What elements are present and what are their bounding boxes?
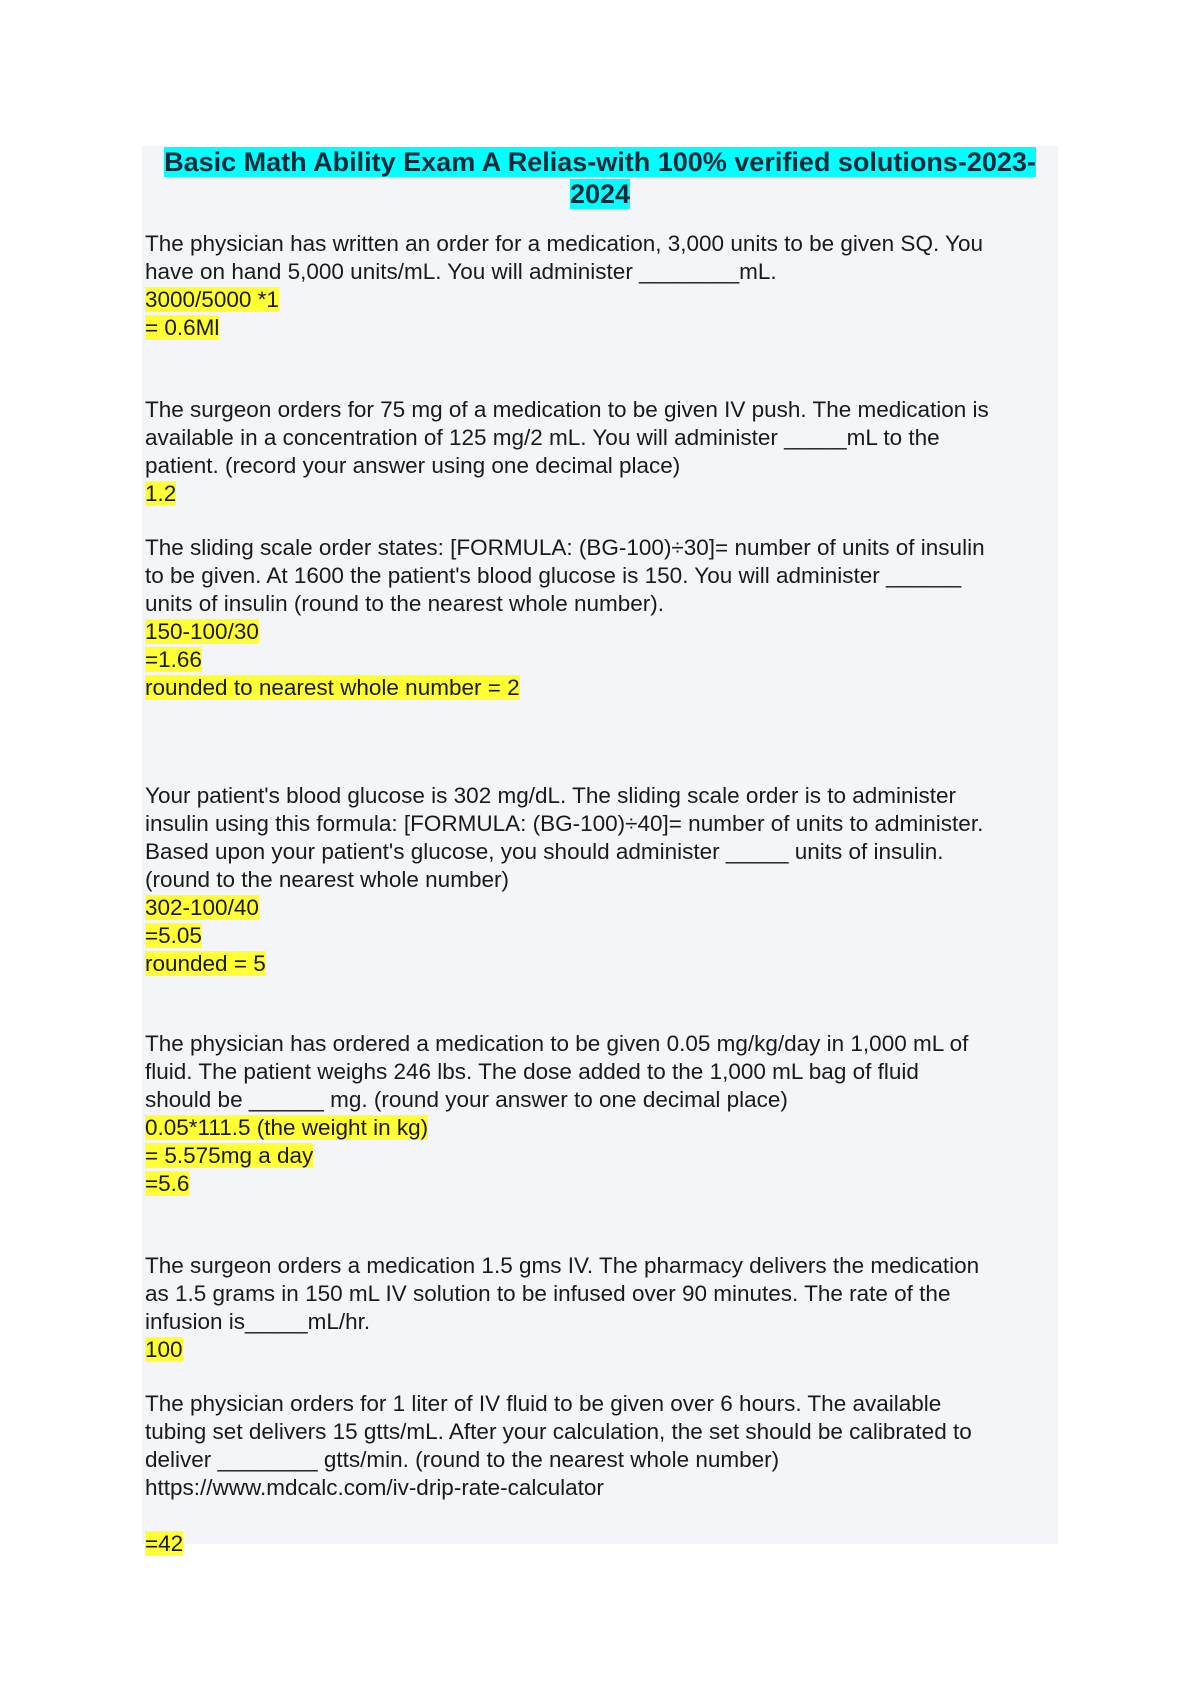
question-text-line: Your patient's blood glucose is 302 mg/dL. The sliding scale order is to administer bbox=[145, 783, 957, 808]
question-text-line: patient. (record your answer using one decimal place) bbox=[145, 453, 681, 478]
answer-line bbox=[145, 618, 1055, 646]
answer-highlight: 150-100/30 bbox=[145, 619, 259, 644]
question-text-line: Based upon your patient's glucose, you should administer _____ units of insulin. bbox=[145, 839, 944, 864]
answer-line bbox=[145, 646, 1055, 674]
answer-highlight: = 5.575mg a day bbox=[145, 1143, 314, 1168]
answer-line bbox=[145, 1170, 1055, 1198]
question-text-line: units of insulin (round to the nearest whole number). bbox=[145, 591, 665, 616]
question-block bbox=[145, 1030, 1055, 1198]
question-text-line: should be ______ mg. (round your answer to one decimal place) bbox=[145, 1087, 788, 1112]
answer-line bbox=[145, 1142, 1055, 1170]
answer-highlight: rounded to nearest whole number = 2 bbox=[145, 675, 520, 700]
answer-highlight: 100 bbox=[145, 1337, 183, 1362]
answer-highlight: 1.2 bbox=[145, 481, 177, 506]
question-block bbox=[145, 230, 1055, 342]
answer-line bbox=[145, 1502, 1055, 1530]
question-text-line: tubing set delivers 15 gtts/mL. After your calculation, the set should be calibrated to bbox=[145, 1419, 972, 1444]
question-text-line: insulin using this formula: [FORMULA: (BG-100)÷40]= number of units to administer. bbox=[145, 811, 984, 836]
answer-line bbox=[145, 286, 1055, 314]
answer-line bbox=[145, 1530, 1055, 1558]
answer-highlight: =5.05 bbox=[145, 923, 202, 948]
question-block bbox=[145, 782, 1055, 978]
answer-highlight: 302-100/40 bbox=[145, 895, 259, 920]
question-text-line: infusion is_____mL/hr. bbox=[145, 1309, 371, 1334]
question-text-line: available in a concentration of 125 mg/2 mL. You will administer _____mL to the bbox=[145, 425, 940, 450]
answer-highlight: rounded = 5 bbox=[145, 951, 266, 976]
question-block bbox=[145, 1390, 1055, 1558]
answer-line bbox=[145, 314, 1055, 342]
answer-highlight: = 0.6Ml bbox=[145, 315, 220, 340]
answer-highlight: =5.6 bbox=[145, 1171, 190, 1196]
answer-line bbox=[145, 480, 1055, 508]
question-text-line: The surgeon orders for 75 mg of a medication to be given IV push. The medication is bbox=[145, 397, 989, 422]
answer-highlight: =1.66 bbox=[145, 647, 202, 672]
answer-line bbox=[145, 1336, 1055, 1364]
question-text-line: The physician has written an order for a medication, 3,000 units to be given SQ. You bbox=[145, 231, 984, 256]
question-text-line: The physician orders for 1 liter of IV fluid to be given over 6 hours. The available bbox=[145, 1391, 942, 1416]
question-text-line: (round to the nearest whole number) bbox=[145, 867, 509, 892]
answer-line bbox=[145, 894, 1055, 922]
answer-highlight: =42 bbox=[145, 1531, 184, 1556]
question-text-line: deliver ________ gtts/min. (round to the nearest whole number) bbox=[145, 1447, 780, 1472]
document-page bbox=[142, 146, 1058, 1556]
question-text-line: to be given. At 1600 the patient's blood glucose is 150. You will administer ______ bbox=[145, 563, 962, 588]
title-line-2: 2024 bbox=[569, 179, 631, 209]
answer-highlight: 0.05*111.5 (the weight in kg) bbox=[145, 1115, 429, 1140]
answer-line bbox=[145, 950, 1055, 978]
question-text-line: The physician has ordered a medication to be given 0.05 mg/kg/day in 1,000 mL of bbox=[145, 1031, 969, 1056]
question-block bbox=[145, 534, 1055, 702]
question-text-line: fluid. The patient weighs 246 lbs. The dose added to the 1,000 mL bag of fluid bbox=[145, 1059, 919, 1084]
question-text-line: as 1.5 grams in 150 mL IV solution to be infused over 90 minutes. The rate of the bbox=[145, 1281, 951, 1306]
question-text-line: The surgeon orders a medication 1.5 gms IV. The pharmacy delivers the medication bbox=[145, 1253, 980, 1278]
answer-highlight: 3000/5000 *1 bbox=[145, 287, 279, 312]
answer-line bbox=[145, 922, 1055, 950]
answer-line bbox=[145, 1114, 1055, 1142]
question-text-line: https://www.mdcalc.com/iv-drip-rate-calculator bbox=[145, 1475, 604, 1500]
question-text-line: have on hand 5,000 units/mL. You will administer ________mL. bbox=[145, 259, 777, 284]
question-block bbox=[145, 396, 1055, 508]
answer-line bbox=[145, 674, 1055, 702]
title-line-1: Basic Math Ability Exam A Relias-with 100% verified solutions-2023- bbox=[164, 147, 1036, 177]
question-block bbox=[145, 1252, 1055, 1364]
document-title bbox=[148, 146, 1052, 210]
question-text-line: The sliding scale order states: [FORMULA: (BG-100)÷30]= number of units of insulin bbox=[145, 535, 985, 560]
